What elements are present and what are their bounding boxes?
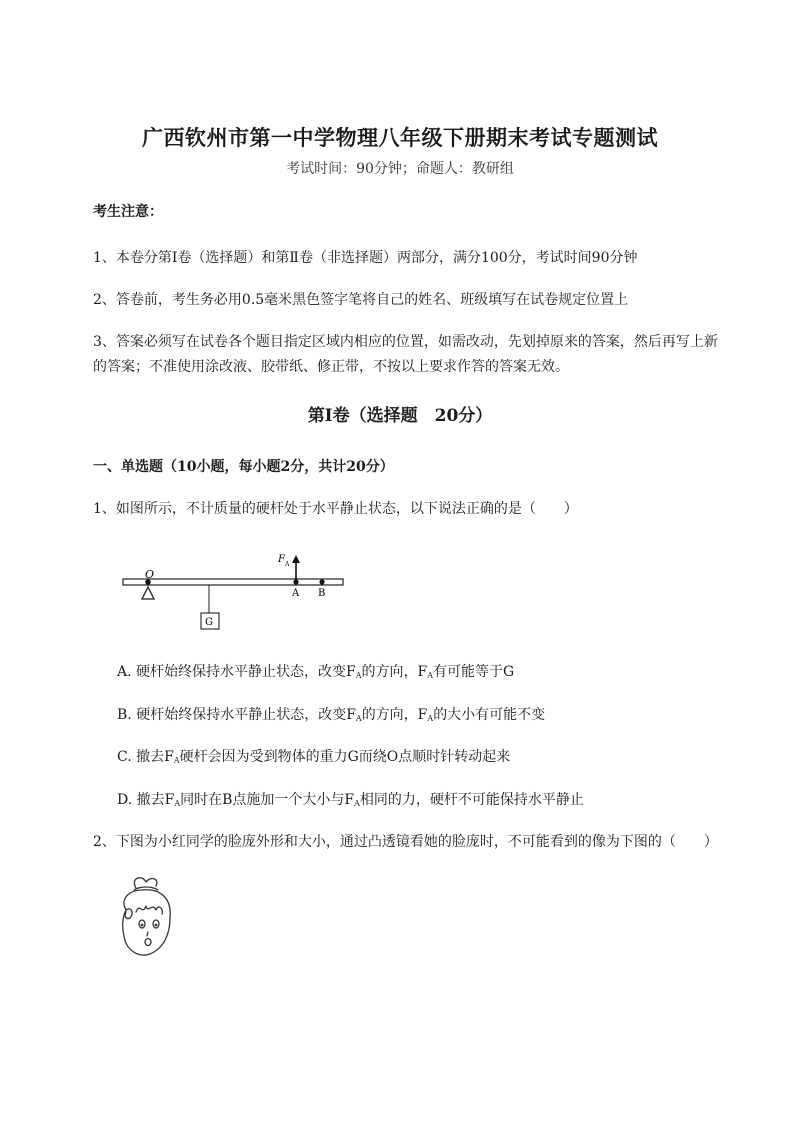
label-f: F: [278, 554, 285, 565]
option-c-sub1: A: [173, 756, 180, 765]
option-b-post: 的大小有可能不变: [433, 707, 546, 723]
label-f-sub: A: [285, 561, 290, 568]
notice-item-3-cont: 的答案；不准使用涂改液、胶带纸、修正带，不按以上要求作答的答案无效。: [93, 359, 569, 375]
force-arrowhead-icon: [292, 555, 300, 563]
notice-heading: 考生注意：: [93, 204, 163, 220]
left-pupil: [141, 924, 144, 927]
notice-item-3: 3、答案必须写在试卷各个题目指定区域内相应的位置，如需改动，先划掉原来的答案，然后再写上新: [93, 334, 718, 350]
option-d-sub2: A: [354, 799, 360, 808]
label-b: B: [318, 588, 326, 599]
bangs: [136, 906, 162, 914]
option-c-pre: C. 撤去F: [117, 749, 174, 765]
option-a-sub1: A: [355, 671, 362, 680]
label-g: G: [205, 617, 213, 628]
option-d-mid: 同时在B点施加一个大小与F: [180, 792, 355, 808]
part-heading: 一、单选题（10小题，每小题2分，共计20分）: [93, 459, 394, 475]
option-b: [117, 704, 545, 724]
option-a-sub2: A: [427, 671, 434, 680]
option-b-sub1: A: [355, 714, 362, 723]
question-1-stem: 1、如图所示，不计质量的硬杆处于水平静止状态，以下说法正确的是（ ）: [93, 501, 578, 517]
option-d-sub1: A: [174, 799, 181, 808]
label-o: O: [145, 568, 155, 581]
option-d-pre: D. 撤去F: [117, 792, 175, 808]
lever-diagram: [115, 545, 355, 635]
question-2-stem: 2、下图为小红同学的脸庞外形和大小，通过凸透镜看她的脸庞时，不可能看到的像为下图的（ ）: [93, 834, 718, 850]
option-c-mid: 硬杆会因为受到物体的重力G而绕O点顺时针转动起来: [179, 749, 511, 765]
option-a-pre: A. 硬杆始终保持水平静止状态，改变F: [117, 664, 356, 680]
section-title: 第I卷（选择题 20分）: [307, 406, 493, 426]
option-a-post: 有可能等于G: [433, 664, 515, 680]
option-d-post: 相同的力，硬杆不可能保持水平静止: [359, 792, 584, 808]
point-b: [319, 579, 324, 584]
option-b-pre: B. 硬杆始终保持水平静止状态，改变F: [117, 707, 356, 723]
fulcrum-icon: [142, 587, 154, 599]
notice-item-1: 1、本卷分第I卷（选择题）和第Ⅱ卷（非选择题）两部分，满分100分，考试时间90分钟: [93, 250, 638, 266]
option-d: [117, 789, 584, 809]
nose: [147, 932, 148, 936]
label-a: A: [292, 588, 300, 599]
option-b-mid: 的方向，F: [361, 707, 428, 723]
exam-info: 考试时间：90分钟；命题人：教研组: [286, 161, 514, 177]
mouth: [145, 939, 151, 946]
option-b-sub2: A: [427, 714, 434, 723]
option-a-mid: 的方向，F: [361, 664, 428, 680]
girl-face-illustration: [112, 872, 184, 964]
right-pupil: [155, 924, 158, 927]
option-c: [117, 746, 510, 766]
point-a: [293, 579, 298, 584]
lever-rod: [123, 579, 343, 585]
page-title: 广西钦州市第一中学物理八年级下册期末考试专题测试: [142, 125, 658, 150]
ear: [125, 909, 132, 919]
notice-item-2: 2、答卷前，考生务必用0.5毫米黑色签字笔将自己的姓名、班级填写在试卷规定位置上: [93, 292, 629, 308]
option-a: [117, 661, 514, 681]
